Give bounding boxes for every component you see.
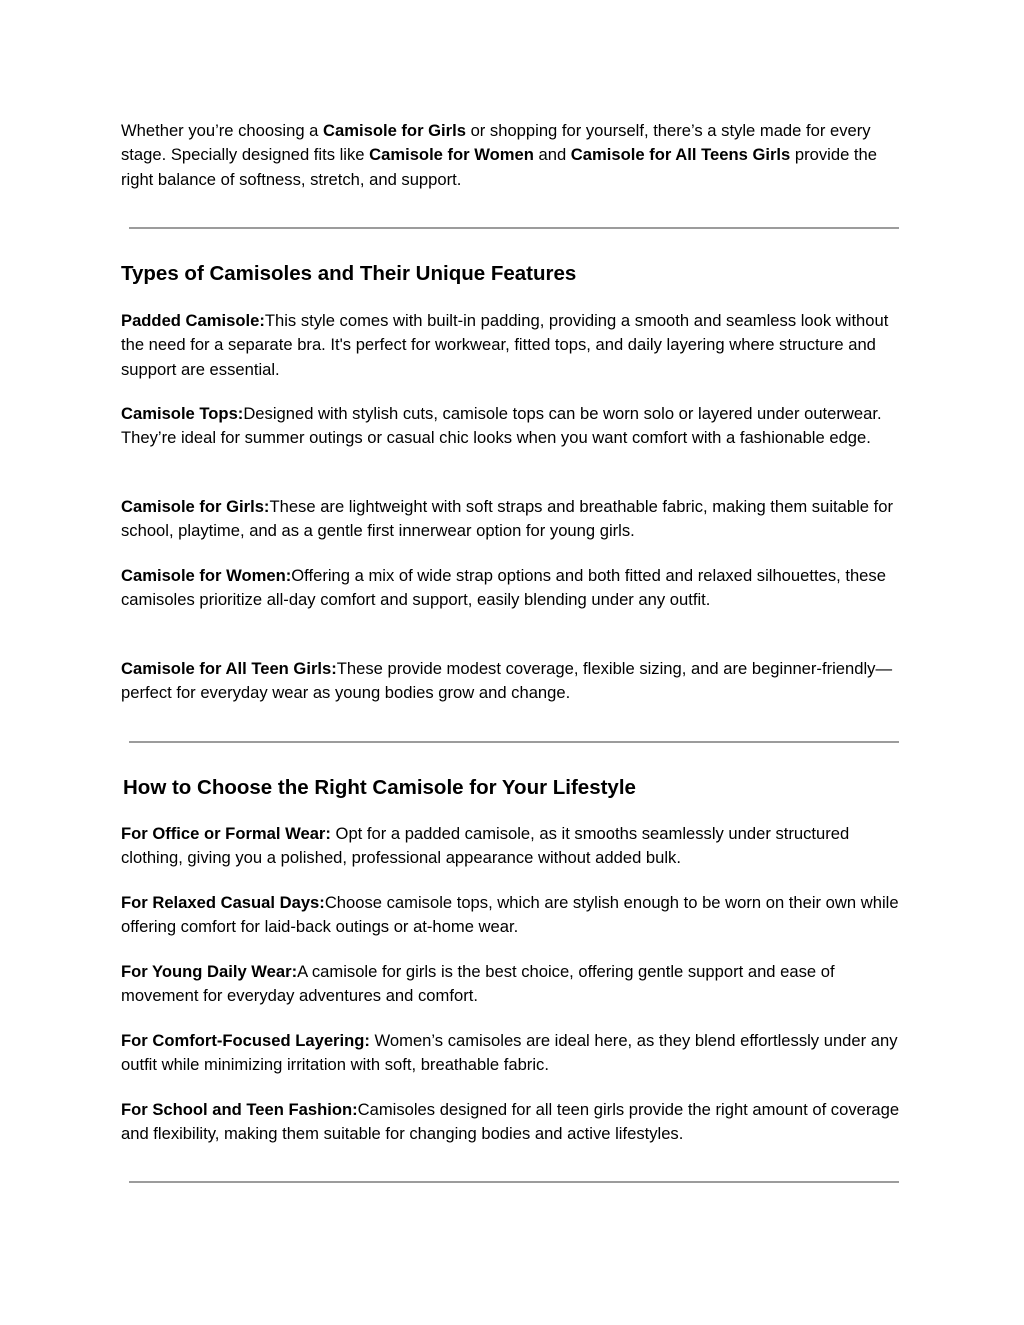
item-text: Women’s camisoles are ideal here, as they blend effortlessly under any outfit while minimizing irritation with soft, breathable fabric. bbox=[121, 1031, 898, 1075]
item-label: For School and Teen Fashion: bbox=[121, 1100, 358, 1119]
intro-text-4: provide the right balance of softness, stretch, and support. bbox=[121, 145, 877, 189]
choose-heading: How to Choose the Right Camisole for Your Lifestyle bbox=[123, 776, 636, 799]
item-text: A camisole for girls is the best choice, offering gentle support and ease of movement for everyday adventures and comfort. bbox=[121, 962, 835, 1006]
intro-bold-1: Camisole for Girls bbox=[323, 121, 466, 140]
item-text: Camisoles designed for all teen girls provide the right amount of coverage and flexibility, making them suitable for changing bodies and active lifestyles. bbox=[121, 1100, 900, 1144]
section-divider bbox=[129, 741, 899, 743]
intro-bold-3: Camisole for All Teens Girls bbox=[570, 145, 791, 165]
item-label: For Young Daily Wear: bbox=[121, 962, 298, 981]
types-item-padded bbox=[121, 309, 911, 382]
item-label: Camisole Tops: bbox=[121, 404, 244, 423]
item-label: Padded Camisole: bbox=[121, 311, 265, 330]
item-text: These are lightweight with soft straps and breathable fabric, making them suitable for school, playtime, and as a gentle first innerwear option for young girls. bbox=[121, 497, 893, 541]
types-item-tops bbox=[121, 402, 911, 451]
types-heading: Types of Camisoles and Their Unique Features bbox=[121, 262, 577, 285]
item-label: For Office or Formal Wear: bbox=[121, 824, 331, 843]
types-item-women bbox=[121, 564, 911, 613]
item-label: Camisole for Women: bbox=[121, 566, 292, 585]
intro-bold-2: Camisole for Women bbox=[369, 145, 534, 165]
item-label: Camisole for All Teen Girls: bbox=[121, 659, 337, 678]
types-item-teen bbox=[121, 657, 911, 706]
item-text: Offering a mix of wide strap options and both fitted and relaxed silhouettes, these camisoles prioritize all-day comfort and support, easily blending under any outfit. bbox=[121, 566, 886, 610]
section-divider bbox=[129, 227, 899, 229]
item-label: Camisole for Girls: bbox=[121, 497, 270, 516]
section-divider bbox=[129, 1181, 899, 1183]
item-text: These provide modest coverage, flexible sizing, and are beginner-friendly—perfect for everyday wear as young bodies grow and change. bbox=[121, 659, 893, 703]
intro-text-3: and bbox=[533, 145, 571, 165]
choose-item-young bbox=[121, 960, 911, 1009]
choose-item-casual bbox=[121, 891, 911, 940]
item-text: Choose camisole tops, which are stylish enough to be worn on their own while offering comfort for laid-back outings or at-home wear. bbox=[121, 893, 899, 937]
types-item-girls bbox=[121, 495, 911, 544]
intro-text-2: or shopping for yourself, there’s a style made for every stage. Specially designed fits like bbox=[121, 121, 871, 165]
item-label: For Comfort-Focused Layering: bbox=[121, 1031, 370, 1050]
choose-item-layering bbox=[121, 1029, 911, 1078]
intro-paragraph bbox=[121, 119, 911, 192]
choose-item-school bbox=[121, 1098, 911, 1147]
intro-text-1: Whether you’re choosing a bbox=[121, 121, 324, 140]
choose-item-office bbox=[121, 822, 911, 871]
item-text: This style comes with built-in padding, providing a smooth and seamless look without the need for a separate bra. It's perfect for workwear, fitted tops, and daily layering where structure and support are essential. bbox=[121, 311, 889, 379]
item-text: Designed with stylish cuts, camisole tops can be worn solo or layered under outerwear. They’re ideal for summer outings or casual chic looks when you want comfort with a fashionable edge. bbox=[121, 404, 882, 448]
item-label: For Relaxed Casual Days: bbox=[121, 893, 325, 912]
item-text: Opt for a padded camisole, as it smooths seamlessly under structured clothing, giving you a polished, professional appearance without added bulk. bbox=[121, 824, 850, 868]
